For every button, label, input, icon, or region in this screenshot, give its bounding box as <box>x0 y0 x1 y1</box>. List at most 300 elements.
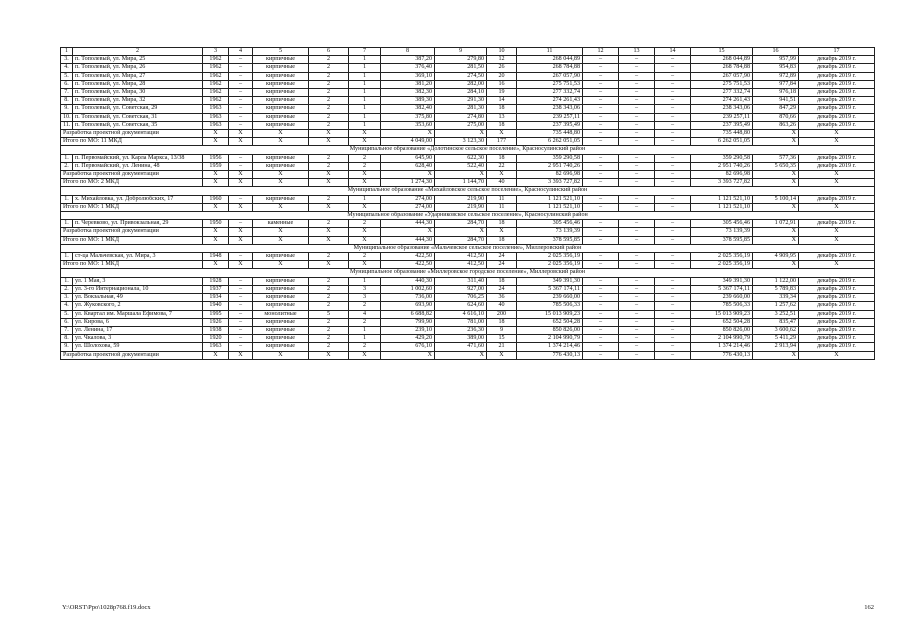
table-cell: 349 391,30 <box>691 277 753 285</box>
table-cell: – <box>619 97 655 105</box>
table-cell: X <box>349 351 381 359</box>
table-cell: X <box>753 179 799 187</box>
table-cell: 1 <box>349 80 381 88</box>
table-cell: – <box>583 318 619 326</box>
section-row <box>61 146 875 154</box>
column-number: 4 <box>229 48 253 56</box>
table-cell: 24 <box>487 253 517 261</box>
table-row <box>61 253 875 261</box>
table-cell: 349 391,30 <box>517 277 583 285</box>
table-cell: 238 343,06 <box>517 105 583 113</box>
address-cell: ул. Шолохова, 59 <box>73 343 203 351</box>
table-cell: 268 784,88 <box>517 64 583 72</box>
table-cell: X <box>753 203 799 211</box>
table-cell: – <box>583 310 619 318</box>
capital-repair-table <box>60 47 875 360</box>
table-cell: X <box>309 236 349 244</box>
table-cell: 1 <box>349 105 381 113</box>
table-cell: – <box>583 89 619 97</box>
table-cell: 645,90 <box>381 154 435 162</box>
address-cell: ул. Чкалова, 3 <box>73 335 203 343</box>
table-cell: 1920 <box>203 335 229 343</box>
table-cell: 412,50 <box>435 253 487 261</box>
table-cell: 311,40 <box>435 277 487 285</box>
table-cell: – <box>619 130 655 138</box>
table-row <box>61 72 875 80</box>
table-cell: 238 343,06 <box>691 105 753 113</box>
table-cell: – <box>583 335 619 343</box>
table-cell: 9. <box>61 105 73 113</box>
table-cell: 957,99 <box>753 56 799 64</box>
column-number: 2 <box>73 48 203 56</box>
table-cell: 781,00 <box>435 318 487 326</box>
table-cell: 412,50 <box>435 261 487 269</box>
address-cell: п. Тополевый, ул. Мира, 25 <box>73 56 203 64</box>
table-cell: X <box>799 138 875 146</box>
table-cell: 652 504,28 <box>517 318 583 326</box>
table-cell: 2 <box>309 220 349 228</box>
table-cell: – <box>619 351 655 359</box>
table-cell: 339,34 <box>753 294 799 302</box>
table-cell: 6. <box>61 318 73 326</box>
table-cell: 277 332,74 <box>691 89 753 97</box>
table-cell: 16 <box>487 80 517 88</box>
table-cell: – <box>655 113 691 121</box>
table-cell: X <box>349 138 381 146</box>
table-cell: 5 650,35 <box>753 162 799 170</box>
table-cell: 2 025 356,19 <box>691 261 753 269</box>
table-cell: X <box>229 171 253 179</box>
table-cell: 2 104 990,79 <box>691 335 753 343</box>
table-cell: X <box>799 228 875 236</box>
table-cell: 972,89 <box>753 72 799 80</box>
table-cell: 6 262 051,05 <box>517 138 583 146</box>
table-cell: кирпичные <box>253 154 309 162</box>
table-cell: 422,50 <box>381 253 435 261</box>
table-row <box>61 64 875 72</box>
table-cell: 735 448,80 <box>691 130 753 138</box>
table-cell: 375,80 <box>381 113 435 121</box>
table-cell: декабрь 2019 г. <box>799 220 875 228</box>
table-cell: декабрь 2019 г. <box>799 310 875 318</box>
table-cell: X <box>799 203 875 211</box>
table-cell: 863,26 <box>753 121 799 129</box>
table-cell: 284,70 <box>435 220 487 228</box>
address-cell: п. Тополевый, ул. Мира, 32 <box>73 97 203 105</box>
table-cell: 382,30 <box>381 89 435 97</box>
table-cell: – <box>619 277 655 285</box>
table-cell: – <box>229 343 253 351</box>
table-cell: 2 <box>309 105 349 113</box>
table-cell: 7. <box>61 326 73 334</box>
column-number: 7 <box>349 48 381 56</box>
table-cell: 3 <box>349 285 381 293</box>
table-row <box>61 113 875 121</box>
table-cell: 2 <box>309 80 349 88</box>
column-number-row <box>61 48 875 56</box>
table-cell: 1963 <box>203 121 229 129</box>
table-cell: 976,18 <box>753 89 799 97</box>
table-cell: – <box>583 97 619 105</box>
table-cell: 387,20 <box>381 56 435 64</box>
table-cell: кирпичные <box>253 318 309 326</box>
table-cell: – <box>655 310 691 318</box>
section-title: Муниципальное образование «Мальчевское сельское поселение», Миллеровский район <box>61 244 875 252</box>
table-cell: 850 826,00 <box>691 326 753 334</box>
summary-row <box>61 138 875 146</box>
table-cell: – <box>619 121 655 129</box>
table-cell: декабрь 2019 г. <box>799 318 875 326</box>
address-cell: п. Тополевый, ул. Мира, 27 <box>73 72 203 80</box>
table-cell: 6 688,82 <box>381 310 435 318</box>
table-cell: 1 <box>349 97 381 105</box>
summary-row <box>61 203 875 211</box>
table-cell: X <box>799 171 875 179</box>
table-cell: 5 789,83 <box>753 285 799 293</box>
table-cell: декабрь 2019 г. <box>799 154 875 162</box>
table-cell: 2 025 356,19 <box>517 253 583 261</box>
table-cell: 275 751,53 <box>517 80 583 88</box>
table-cell: 628,40 <box>381 162 435 170</box>
table-cell: X <box>487 130 517 138</box>
table-cell: – <box>229 302 253 310</box>
table-cell: 10. <box>61 113 73 121</box>
table-cell: 2 <box>309 56 349 64</box>
table-cell: 3 <box>349 294 381 302</box>
table-cell: X <box>229 130 253 138</box>
table-cell: X <box>349 179 381 187</box>
table-cell: 3 393 727,82 <box>517 179 583 187</box>
table-cell: декабрь 2019 г. <box>799 335 875 343</box>
table-cell: X <box>229 179 253 187</box>
table-cell: – <box>655 236 691 244</box>
address-cell: ул. Вокзальная, 49 <box>73 294 203 302</box>
table-cell: 1940 <box>203 302 229 310</box>
summary-row <box>61 351 875 359</box>
table-cell: 1960 <box>203 195 229 203</box>
table-cell: X <box>799 261 875 269</box>
table-cell: 870,66 <box>753 113 799 121</box>
column-number: 12 <box>583 48 619 56</box>
address-cell: ул. Кирова, 6 <box>73 318 203 326</box>
summary-row <box>61 130 875 138</box>
table-cell: 2 <box>349 343 381 351</box>
table-cell: – <box>229 277 253 285</box>
table-row <box>61 105 875 113</box>
table-cell: – <box>583 138 619 146</box>
table-cell: – <box>583 203 619 211</box>
table-cell: 11. <box>61 121 73 129</box>
table-cell: декабрь 2019 г. <box>799 121 875 129</box>
table-cell: 268 784,88 <box>691 64 753 72</box>
table-cell: 1937 <box>203 285 229 293</box>
table-cell: X <box>229 138 253 146</box>
table-cell: 676,10 <box>381 343 435 351</box>
table-cell: 1926 <box>203 318 229 326</box>
table-cell: 22 <box>487 162 517 170</box>
table-cell: 799,90 <box>381 318 435 326</box>
table-cell: 1 <box>349 89 381 97</box>
table-cell: 1 <box>349 113 381 121</box>
table-cell: – <box>619 253 655 261</box>
address-cell: х. Михайловка, ул. Добролюбских, 17 <box>73 195 203 203</box>
table-cell: 237 395,49 <box>517 121 583 129</box>
table-cell: 73 139,39 <box>691 228 753 236</box>
table-cell: 2 913,94 <box>753 343 799 351</box>
table-cell: 652 504,28 <box>691 318 753 326</box>
table-cell: 1934 <box>203 294 229 302</box>
table-cell: 2 <box>309 326 349 334</box>
table-row <box>61 80 875 88</box>
table-cell: 1950 <box>203 220 229 228</box>
table-cell: 26 <box>487 64 517 72</box>
summary-label: Разработка проектной документации <box>61 130 203 138</box>
table-cell: – <box>229 253 253 261</box>
table-cell: 1 <box>349 195 381 203</box>
table-cell: X <box>349 171 381 179</box>
column-number: 10 <box>487 48 517 56</box>
table-cell: 1956 <box>203 154 229 162</box>
table-row <box>61 97 875 105</box>
table-cell: X <box>203 203 229 211</box>
table-cell: X <box>753 236 799 244</box>
table-cell: – <box>619 318 655 326</box>
table-cell: 239 660,00 <box>691 294 753 302</box>
table-cell: X <box>487 171 517 179</box>
table-cell: X <box>349 228 381 236</box>
table-row <box>61 89 875 97</box>
table-cell: декабрь 2019 г. <box>799 162 875 170</box>
table-cell: 2 <box>309 285 349 293</box>
table-cell: – <box>229 121 253 129</box>
table-cell: – <box>583 294 619 302</box>
table-cell: декабрь 2019 г. <box>799 56 875 64</box>
table-cell: декабрь 2019 г. <box>799 326 875 334</box>
table-cell: 835,47 <box>753 318 799 326</box>
table-cell: – <box>583 195 619 203</box>
table-cell: 2 025 356,19 <box>691 253 753 261</box>
table-cell: 622,30 <box>435 154 487 162</box>
table-cell: – <box>229 310 253 318</box>
table-cell: – <box>655 343 691 351</box>
table-cell: кирпичные <box>253 343 309 351</box>
table-cell: 5 411,29 <box>753 335 799 343</box>
table-cell: X <box>203 130 229 138</box>
table-cell: 1 <box>349 277 381 285</box>
table-cell: 2 <box>309 97 349 105</box>
table-row <box>61 326 875 334</box>
summary-label: Итого по МО: 2 МКД <box>61 179 203 187</box>
table-cell: – <box>619 343 655 351</box>
table-cell: X <box>309 130 349 138</box>
table-cell: – <box>583 179 619 187</box>
table-cell: 18 <box>487 236 517 244</box>
table-cell: – <box>229 220 253 228</box>
table-cell: X <box>799 130 875 138</box>
table-cell: 785 506,33 <box>691 302 753 310</box>
table-cell: – <box>619 195 655 203</box>
table-cell: кирпичные <box>253 195 309 203</box>
table-cell: 5. <box>61 72 73 80</box>
table-cell: 11 <box>487 195 517 203</box>
table-cell: 3 123,30 <box>435 138 487 146</box>
table-cell: X <box>253 228 309 236</box>
address-cell: ул. Ленина, 17 <box>73 326 203 334</box>
table-cell: – <box>583 326 619 334</box>
table-cell: 282,00 <box>435 80 487 88</box>
table-cell: 941,51 <box>753 97 799 105</box>
table-cell: 3 393 727,82 <box>691 179 753 187</box>
table-cell: 1 <box>349 56 381 64</box>
summary-label: Итого по МО: 1 МКД <box>61 203 203 211</box>
table-cell: 274,00 <box>381 203 435 211</box>
table-cell: – <box>619 179 655 187</box>
table-cell: декабрь 2019 г. <box>799 277 875 285</box>
table-cell: 20 <box>487 72 517 80</box>
section-title: Муниципальное образование «Ударниковское сельское поселение», Красносулинский район <box>61 212 875 220</box>
table-cell: 236,30 <box>435 326 487 334</box>
table-cell: декабрь 2019 г. <box>799 97 875 105</box>
address-cell: п. Тополевый, ул. Советская, 29 <box>73 105 203 113</box>
table-cell: – <box>619 285 655 293</box>
table-cell: 1962 <box>203 80 229 88</box>
table-cell: кирпичные <box>253 335 309 343</box>
table-cell: 5 <box>309 310 349 318</box>
table-cell: – <box>229 113 253 121</box>
table-cell: 18 <box>487 154 517 162</box>
section-title: Муниципальное образование «Долотинское сельское поселение», Красносулинский район <box>61 146 875 154</box>
table-cell: – <box>655 154 691 162</box>
table-cell: 6. <box>61 80 73 88</box>
table-cell: X <box>487 228 517 236</box>
table-cell: 1 <box>349 326 381 334</box>
table-cell: 5 367 174,11 <box>517 285 583 293</box>
section-title: Муниципальное образование «Михайловское сельское поселение», Красносулинский район <box>61 187 875 195</box>
table-cell: 2 <box>309 277 349 285</box>
table-cell: – <box>655 56 691 64</box>
table-cell: – <box>619 56 655 64</box>
table-cell: – <box>229 294 253 302</box>
table-cell: 735 448,80 <box>517 130 583 138</box>
table-cell: – <box>655 253 691 261</box>
address-cell: п. Тополевый, ул. Мира, 26 <box>73 64 203 72</box>
table-cell: X <box>203 228 229 236</box>
table-row <box>61 294 875 302</box>
table-cell: – <box>655 130 691 138</box>
table-cell: 268 044,89 <box>517 56 583 64</box>
table-cell: 1938 <box>203 326 229 334</box>
table-cell: декабрь 2019 г. <box>799 343 875 351</box>
table-cell: 267 057,90 <box>517 72 583 80</box>
summary-row <box>61 228 875 236</box>
table-cell: 1. <box>61 277 73 285</box>
address-cell: ул. 3-го Интернационала, 10 <box>73 285 203 293</box>
address-cell: п. Тополевый, ул. Советская, 35 <box>73 121 203 129</box>
table-cell: – <box>655 326 691 334</box>
address-cell: ул. Жуковского, 2 <box>73 302 203 310</box>
table-cell: – <box>583 121 619 129</box>
table-cell: – <box>655 220 691 228</box>
table-cell: 7. <box>61 89 73 97</box>
table-cell: 2 <box>309 113 349 121</box>
table-cell: – <box>619 72 655 80</box>
table-cell: 9. <box>61 343 73 351</box>
table-cell: 8. <box>61 97 73 105</box>
table-cell: – <box>655 105 691 113</box>
table-cell: 927,00 <box>435 285 487 293</box>
address-cell: п. Тополевый, ул. Советская, 31 <box>73 113 203 121</box>
table-cell: – <box>655 80 691 88</box>
table-cell: – <box>655 162 691 170</box>
table-cell: кирпичные <box>253 277 309 285</box>
table-cell: X <box>253 130 309 138</box>
table-cell: 381,20 <box>381 80 435 88</box>
table-cell: X <box>203 179 229 187</box>
table-cell: – <box>655 121 691 129</box>
table-cell: 18 <box>487 318 517 326</box>
table-cell: 305 456,46 <box>691 220 753 228</box>
table-cell: – <box>229 64 253 72</box>
table-cell: 40 <box>487 179 517 187</box>
table-cell: 237 395,49 <box>691 121 753 129</box>
table-row <box>61 162 875 170</box>
table-cell: X <box>799 351 875 359</box>
table-cell: 2 <box>309 72 349 80</box>
table-cell: – <box>229 326 253 334</box>
table-cell: 4 616,10 <box>435 310 487 318</box>
table-cell: 1962 <box>203 97 229 105</box>
table-cell: – <box>583 343 619 351</box>
table-cell: X <box>229 236 253 244</box>
table-cell: декабрь 2019 г. <box>799 195 875 203</box>
address-cell: ул. 1 Мая, 3 <box>73 277 203 285</box>
table-cell: 2 104 990,79 <box>517 335 583 343</box>
table-cell: – <box>655 318 691 326</box>
table-cell: 281,30 <box>435 105 487 113</box>
table-cell: – <box>619 302 655 310</box>
table-cell: 1. <box>61 220 73 228</box>
table-cell: 2 951 740,26 <box>517 162 583 170</box>
summary-label: Итого по МО: 1 МКД <box>61 236 203 244</box>
table-cell: 954,83 <box>753 64 799 72</box>
table-cell: 1963 <box>203 105 229 113</box>
column-number: 17 <box>799 48 875 56</box>
table-cell: 219,90 <box>435 203 487 211</box>
table-cell: – <box>655 285 691 293</box>
table-cell: 2 <box>309 335 349 343</box>
table-cell: X <box>753 138 799 146</box>
table-cell: 5 100,14 <box>753 195 799 203</box>
address-cell: п. Тополевый, ул. Мира, 28 <box>73 80 203 88</box>
table-cell: 284,10 <box>435 89 487 97</box>
table-cell: – <box>229 335 253 343</box>
column-number: 15 <box>691 48 753 56</box>
table-cell: кирпичные <box>253 121 309 129</box>
table-cell: X <box>253 138 309 146</box>
table-cell: X <box>203 236 229 244</box>
table-cell: X <box>253 351 309 359</box>
table-cell: X <box>229 261 253 269</box>
table-cell: 776 430,13 <box>517 351 583 359</box>
table-cell: 219,90 <box>435 195 487 203</box>
table-cell: декабрь 2019 г. <box>799 105 875 113</box>
table-cell: 785 506,33 <box>517 302 583 310</box>
table-cell: 8. <box>61 335 73 343</box>
table-cell: X <box>309 203 349 211</box>
table-cell: 275,00 <box>435 121 487 129</box>
summary-row <box>61 236 875 244</box>
table-cell: – <box>229 154 253 162</box>
